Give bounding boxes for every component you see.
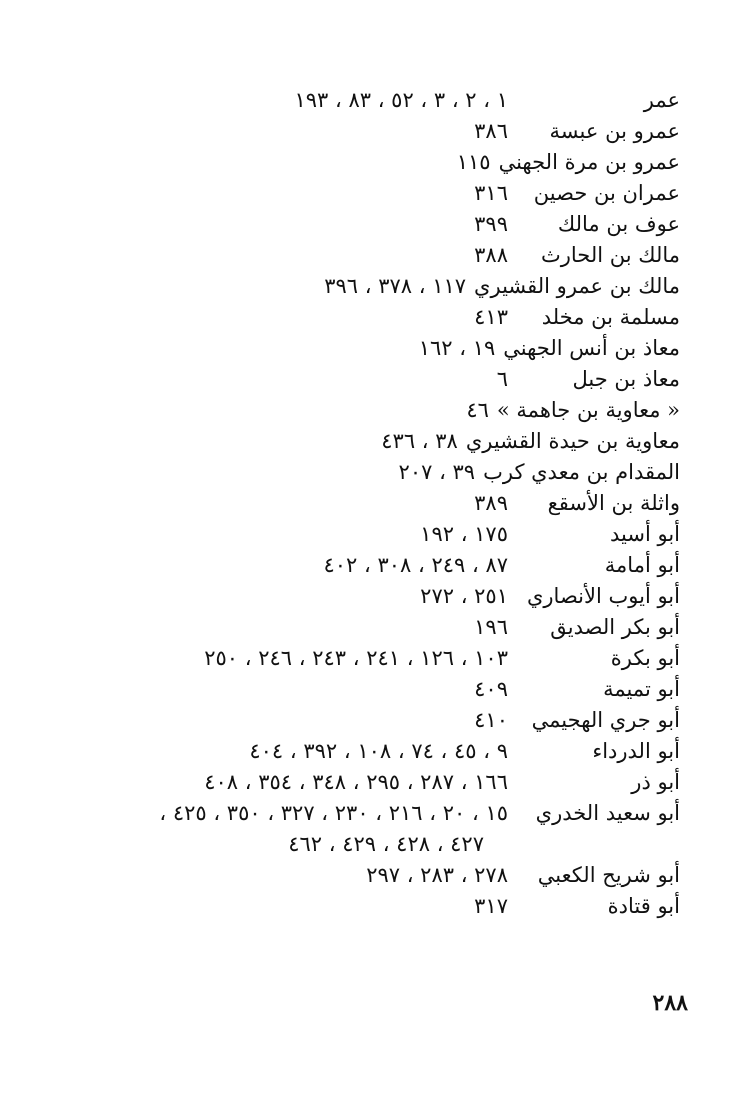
index-entry [40, 518, 680, 549]
entry-pages: ١٩ ، ١٦٢ [418, 335, 496, 360]
index-entry [40, 735, 680, 766]
index-entry [40, 456, 680, 487]
entry-name: معاذ بن جبل [572, 366, 680, 391]
entry-pages: ١٥ ، ٢٠ ، ٢١٦ ، ٢٣٠ ، ٣٢٧ ، ٣٥٠ ، ٤٢٥ ، [159, 800, 508, 825]
index-entry [40, 859, 680, 890]
entry-pages: ٣٩ ، ٢٠٧ [398, 459, 476, 484]
index-entry-continuation [40, 828, 680, 859]
entry-pages: ٤٦ [466, 397, 489, 422]
entry-name: « معاوية بن جاهمة » [496, 397, 680, 422]
index-entry [40, 115, 680, 146]
index-entry [40, 146, 680, 177]
index-entry [40, 270, 680, 301]
index-entry [40, 580, 680, 611]
entry-pages: ٤٢٧ ، ٤٢٨ ، ٤٢٩ ، ٤٦٢ [288, 831, 484, 856]
entry-name: أبو قتادة [607, 893, 680, 918]
entry-pages: ٣١٦ [474, 180, 508, 205]
entry-pages: ٢٥١ ، ٢٧٢ [420, 583, 508, 608]
index-entry [40, 797, 680, 828]
entry-pages: ٣٨ ، ٤٣٦ [381, 428, 458, 453]
entry-pages: ٩ ، ٤٥ ، ٧٤ ، ١٠٨ ، ٣٩٢ ، ٤٠٤ [249, 738, 508, 763]
entry-name: مالك بن عمرو القشيري [474, 273, 680, 298]
entry-name: أبو ذر [631, 769, 680, 794]
entry-pages: ١٠٣ ، ١٢٦ ، ٢٤١ ، ٢٤٣ ، ٢٤٦ ، ٢٥٠ [204, 645, 508, 670]
entry-pages: ١١٥ [456, 149, 491, 174]
index-entry [40, 642, 680, 673]
entry-pages: ٤٠٩ [474, 676, 508, 701]
index-entry [40, 673, 680, 704]
entry-name: عمران بن حصين [533, 180, 680, 205]
entry-name: أبو سعيد الخدري [535, 800, 680, 825]
entry-name: عوف بن مالك [557, 211, 680, 236]
index-entry [40, 332, 680, 363]
index-entry [40, 208, 680, 239]
entry-name: مسلمة بن مخلد [541, 304, 680, 329]
index-entry [40, 549, 680, 580]
entry-name: أبو بكر الصديق [550, 614, 680, 639]
index-entry [40, 611, 680, 642]
entry-name: معاوية بن حيدة القشيري [465, 428, 680, 453]
index-entry [40, 394, 680, 425]
entry-name: أبو تميمة [603, 676, 680, 701]
entry-name: أبو جري الهجيمي [531, 707, 680, 732]
entry-pages: ٣٩٩ [474, 211, 508, 236]
entry-pages: ١٧٥ ، ١٩٢ [420, 521, 508, 546]
name-index-list [40, 84, 680, 921]
index-entry [40, 766, 680, 797]
entry-name: مالك بن الحارث [540, 242, 680, 267]
index-entry [40, 301, 680, 332]
entry-pages: ٦ [496, 366, 508, 391]
index-entry [40, 487, 680, 518]
entry-pages: ٣١٧ [474, 893, 508, 918]
index-entry [40, 177, 680, 208]
index-entry [40, 363, 680, 394]
entry-pages: ١١٧ ، ٣٧٨ ، ٣٩٦ [324, 273, 467, 298]
entry-name: أبو أسيد [610, 521, 680, 546]
index-entry [40, 425, 680, 456]
entry-pages: ١٦٦ ، ٢٨٧ ، ٢٩٥ ، ٣٤٨ ، ٣٥٤ ، ٤٠٨ [204, 769, 508, 794]
entry-name: أبو أمامة [604, 552, 680, 577]
entry-pages: ٤١٠ [474, 707, 508, 732]
entry-name: واثلة بن الأسقع [547, 490, 680, 515]
index-entry [40, 704, 680, 735]
index-entry [40, 84, 680, 115]
entry-pages: ٣٨٦ [474, 118, 508, 143]
entry-pages: ٨٧ ، ٢٤٩ ، ٣٠٨ ، ٤٠٢ [323, 552, 508, 577]
entry-pages: ١٩٦ [474, 614, 508, 639]
entry-name: عمرو بن عبسة [549, 118, 680, 143]
index-entry [40, 239, 680, 270]
entry-name: عمر [643, 87, 680, 112]
entry-pages: ٢٧٨ ، ٢٨٣ ، ٢٩٧ [366, 862, 508, 887]
entry-name: أبو شريح الكعبي [537, 862, 680, 887]
entry-pages: ٣٨٩ [474, 490, 508, 515]
index-entry [40, 890, 680, 921]
entry-name: أبو بكرة [610, 645, 680, 670]
page-number: ٢٨٨ [652, 990, 688, 1016]
entry-pages: ١ ، ٢ ، ٣ ، ٥٢ ، ٨٣ ، ١٩٣ [294, 87, 508, 112]
entry-name: المقدام بن معدي كرب [483, 459, 680, 484]
entry-name: أبو الدرداء [592, 738, 680, 763]
entry-name: معاذ بن أنس الجهني [503, 335, 680, 360]
entry-pages: ٤١٣ [474, 304, 508, 329]
entry-pages: ٣٨٨ [474, 242, 508, 267]
entry-name: عمرو بن مرة الجهني [498, 149, 680, 174]
entry-name: أبو أيوب الأنصاري [526, 583, 680, 608]
